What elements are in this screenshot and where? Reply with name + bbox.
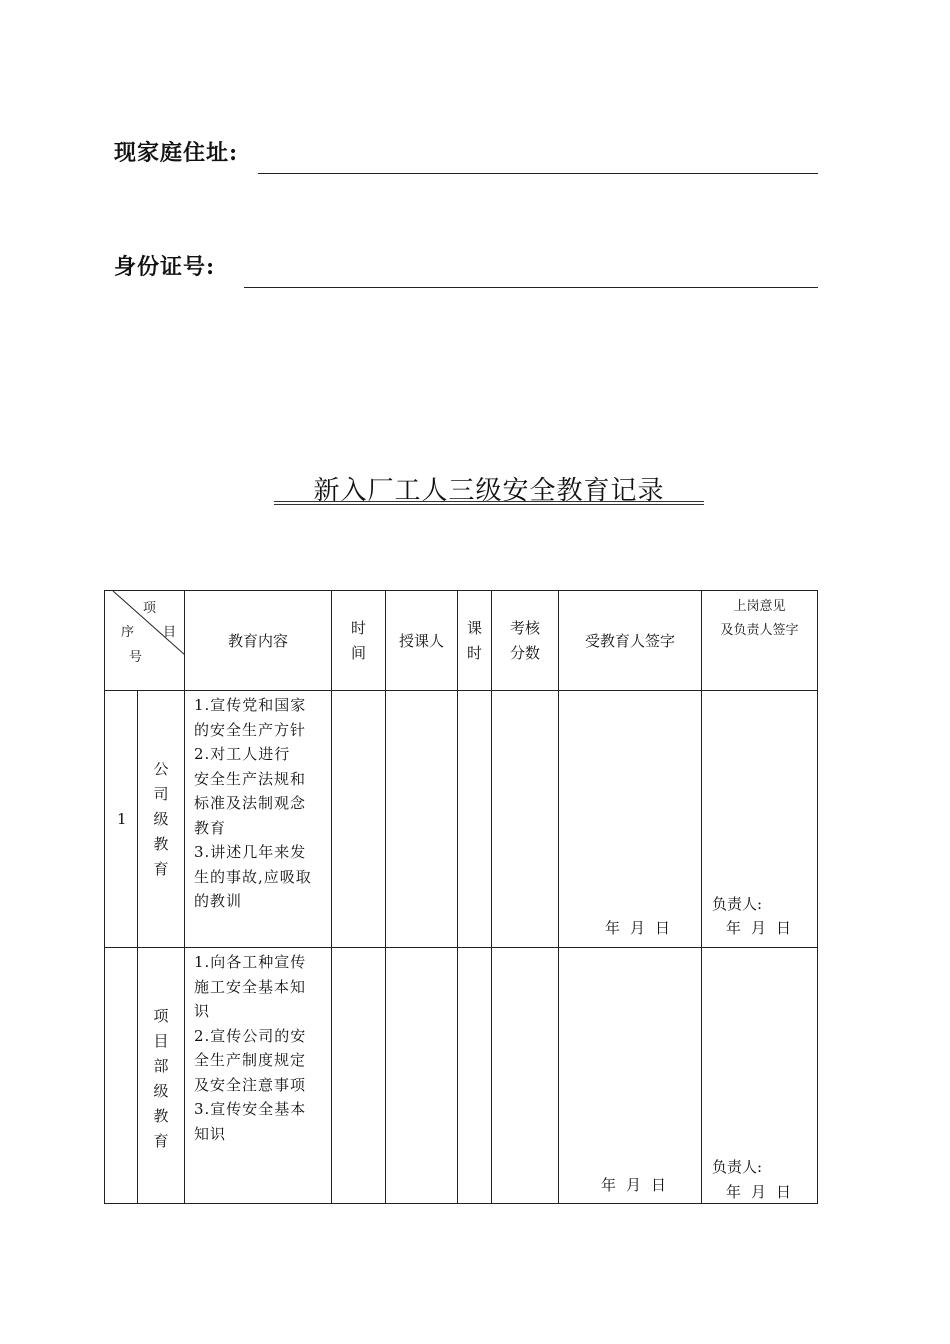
header-corner-cell bbox=[105, 591, 185, 691]
row-content: 1.向各工种宣传 施工安全基本知 识 2.宣传公司的安 全生产制度规定 及安全注意事项 3.宣传安全基本 知识 bbox=[185, 948, 332, 1204]
header-time: 时 间 bbox=[332, 591, 386, 691]
education-record-table bbox=[104, 590, 818, 1204]
header-content: 教育内容 bbox=[185, 591, 332, 691]
row-post-opinion[interactable] bbox=[702, 948, 818, 1204]
row-level: 项 目 部 级 教 育 bbox=[138, 948, 185, 1204]
corner-label-mu: 目 bbox=[163, 625, 177, 640]
record-title: 新入厂工人三级安全教育记录 bbox=[313, 476, 665, 506]
table-row bbox=[105, 691, 818, 948]
row-teacher[interactable] bbox=[386, 691, 458, 948]
header-post-opinion: 上岗意见 及负责人签字 bbox=[702, 591, 818, 691]
table-row bbox=[105, 948, 818, 1204]
id-number-field bbox=[114, 250, 215, 281]
row-content: 1.宣传党和国家 的安全生产方针 2.对工人进行 安全生产法规和 标准及法制观念 教育 3.讲述几年来发 生的事故,应吸取 的教训 bbox=[185, 691, 332, 948]
header-score: 考核 分数 bbox=[492, 591, 559, 691]
row-time[interactable] bbox=[332, 691, 386, 948]
header-trainee-sign: 受教育人签字 bbox=[559, 591, 702, 691]
row-seq bbox=[105, 948, 138, 1204]
title-underline-1 bbox=[274, 501, 704, 502]
corner-label-seq: 序 bbox=[121, 625, 135, 640]
row-level: 公 司 级 教 育 bbox=[138, 691, 185, 948]
id-number-label: 身份证号: bbox=[114, 254, 216, 280]
address-blank-line[interactable] bbox=[258, 172, 818, 174]
responsible-date: 年月日 bbox=[726, 1183, 802, 1201]
address-label: 现家庭住址: bbox=[114, 140, 239, 166]
record-title-block bbox=[274, 470, 704, 509]
address-field bbox=[114, 136, 238, 167]
responsible-label: 负责人: bbox=[712, 1158, 763, 1176]
responsible-date: 年月日 bbox=[726, 919, 802, 937]
row-time[interactable] bbox=[332, 948, 386, 1204]
header-teacher: 授课人 bbox=[386, 591, 458, 691]
responsible-label: 负责人: bbox=[712, 895, 763, 913]
header-hours: 课 时 bbox=[458, 591, 492, 691]
row-trainee-sign[interactable] bbox=[559, 948, 702, 1204]
row-teacher[interactable] bbox=[386, 948, 458, 1204]
sign-date: 年月日 bbox=[605, 919, 681, 937]
sign-date: 年月日 bbox=[601, 1176, 677, 1194]
header-row bbox=[105, 591, 818, 691]
row-post-opinion[interactable] bbox=[702, 691, 818, 948]
title-underline-2 bbox=[274, 504, 704, 505]
row-hours[interactable] bbox=[458, 948, 492, 1204]
row-score[interactable] bbox=[492, 691, 559, 948]
row-trainee-sign[interactable] bbox=[559, 691, 702, 948]
id-number-blank-line[interactable] bbox=[244, 286, 818, 288]
corner-label-item: 项 bbox=[143, 601, 157, 616]
corner-label-num: 号 bbox=[129, 650, 143, 665]
row-score[interactable] bbox=[492, 948, 559, 1204]
row-hours[interactable] bbox=[458, 691, 492, 948]
row-seq: 1 bbox=[105, 691, 138, 948]
